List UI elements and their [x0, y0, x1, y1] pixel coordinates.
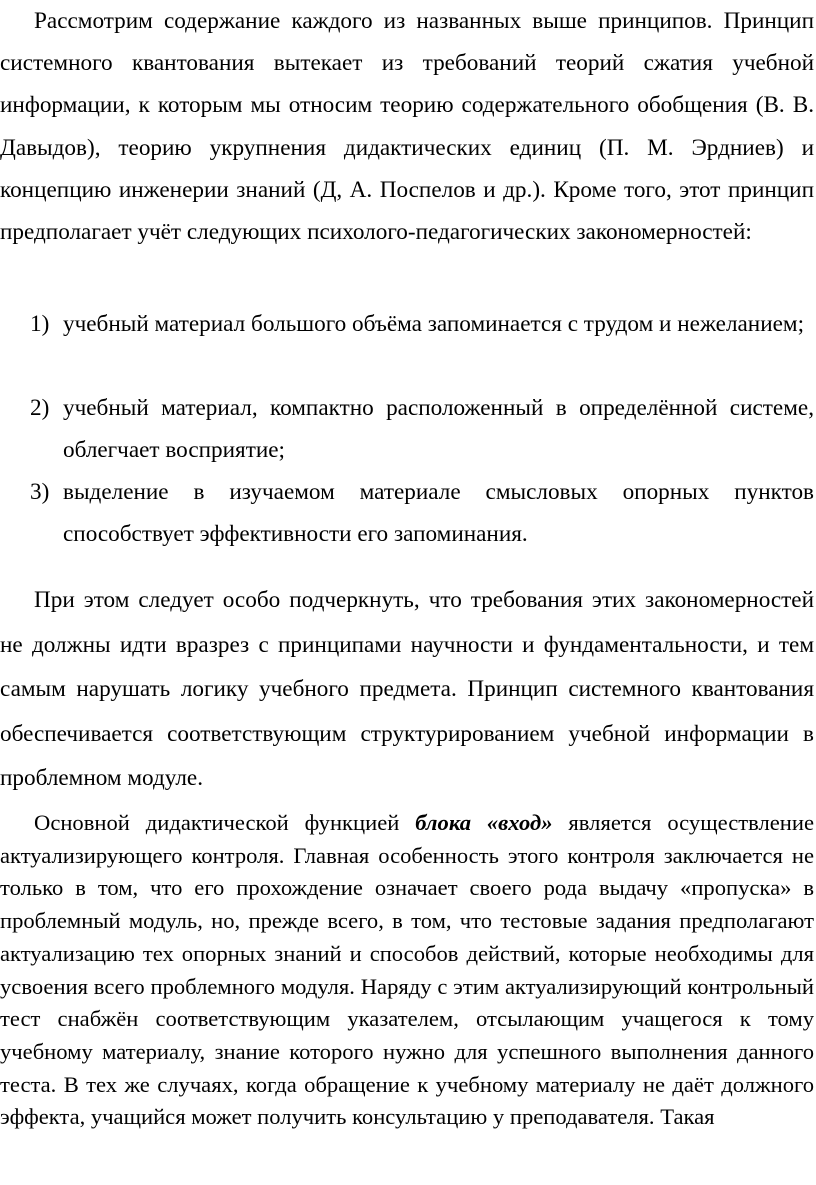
list-item	[0, 388, 814, 471]
list-item-number: 1)	[30, 311, 50, 337]
list-item	[0, 472, 814, 555]
paragraph-text: При этом следует особо подчеркнуть, что требования этих закономерностей не должны идти вразрез с принципами научности и фундаментальности, и тем самым нарушать логику учебного предмета. Принцип системного квантования обеспечивается соответствующим структурированием учебной информации в проблемном модуле.	[0, 587, 814, 792]
list-item-text: учебный материал большого объёма запоминается с трудом и нежеланием;	[63, 311, 805, 337]
paragraph-entry-block	[0, 807, 814, 1134]
paragraph-requirements	[0, 578, 814, 801]
paragraph-rest-text: является осуществление актуализирующего контроля. Главная особенность этого контроля заключается не только в том, что его прохождение означает своего рода выдачу «пропуска» в проблемный модуль, но, прежде всего, в том, что тестовые задания предполагают актуализацию тех опорных знаний и способов действий, которые необходимы для усвоения всего проблемного модуля. Наряду с этим актуализирующий контрольный тест снабжён соответствующим указателем, отсылающим учащегося к тому учебному материалу, знание которого нужно для успешного выполнения данного теста. В тех же случаях, когда обращение к учебному материалу не даёт должного эффекта, учащийся может получить консультацию у преподавателя. Такая	[0, 810, 814, 1130]
list-item-number: 3)	[30, 479, 50, 505]
list-item-number: 2)	[30, 395, 50, 421]
paragraph-principles-intro	[0, 0, 814, 253]
list-item-text: учебный материал, компактно расположенный в определённой системе, облегчает восприятие;	[63, 395, 814, 463]
list-item-text: выделение в изучаемом материале смысловых опорных пунктов способствует эффективности его запоминания.	[63, 479, 814, 547]
emphasized-term: блока «вход»	[415, 810, 553, 835]
paragraph-lead-text: Основной дидактической функцией	[34, 810, 416, 835]
paragraph-text: Рассмотрим содержание каждого из названных выше принципов. Принцип системного квантования вытекает из требований теорий сжатия учебной информации, к которым мы относим теорию содержательного обобщения (В. В. Давыдов), теорию укрупнения дидактических единиц (П. М. Эрдниев) и концепцию инженерии знаний (Д, А. Поспелов и др.). Кроме того, этот принцип предполагает учёт следующих психолого-педагогических закономерностей:	[0, 8, 814, 246]
list-item	[0, 304, 814, 346]
